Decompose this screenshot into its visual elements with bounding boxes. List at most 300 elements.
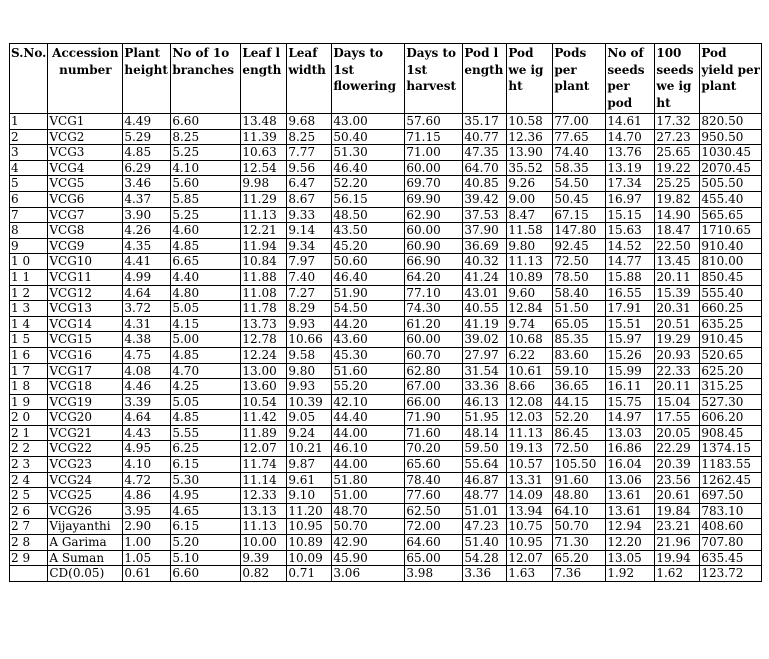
table-cell: 7.40: [287, 269, 332, 285]
table-cell: 47.35: [463, 145, 507, 161]
table-cell: 4.15: [171, 316, 241, 332]
table-cell: 65.05: [553, 316, 606, 332]
table-cell: 45.30: [332, 347, 405, 363]
table-row: [10, 503, 762, 519]
table-cell: 697.50: [700, 488, 762, 504]
table-cell: 11.29: [241, 191, 287, 207]
table-cell: 9.93: [287, 379, 332, 395]
table-cell: 783.10: [700, 503, 762, 519]
table-cell: 14.61: [606, 114, 655, 130]
table-cell: 40.77: [463, 129, 507, 145]
table-cell: VCG18: [48, 379, 123, 395]
table-cell: VCG5: [48, 176, 123, 192]
table-cell: 77.00: [553, 114, 606, 130]
table-cell: 72.00: [405, 519, 463, 535]
table-cell: 10.61: [507, 363, 553, 379]
table-cell: CD(0.05): [48, 566, 123, 582]
table-cell: 4.40: [171, 269, 241, 285]
table-cell: 60.00: [405, 332, 463, 348]
table-cell: 20.11: [655, 269, 700, 285]
table-cell: 5.60: [171, 176, 241, 192]
table-cell: 8.25: [171, 129, 241, 145]
table-cell: VCG17: [48, 363, 123, 379]
table-cell: 39.42: [463, 191, 507, 207]
table-row: [10, 191, 762, 207]
table-cell: 10.57: [507, 457, 553, 473]
table-cell: 2 4: [10, 472, 48, 488]
table-cell: 12.24: [241, 347, 287, 363]
column-header: Days to 1st flowering: [332, 44, 405, 114]
table-cell: 4.70: [171, 363, 241, 379]
table-row: [10, 145, 762, 161]
table-cell: 5: [10, 176, 48, 192]
table-cell: 20.61: [655, 488, 700, 504]
table-cell: 25.65: [655, 145, 700, 161]
table-cell: 14.77: [606, 254, 655, 270]
table-cell: 13.94: [507, 503, 553, 519]
table-cell: 1183.55: [700, 457, 762, 473]
table-cell: 61.20: [405, 316, 463, 332]
table-cell: 92.45: [553, 238, 606, 254]
table-cell: 51.60: [332, 363, 405, 379]
table-cell: 20.39: [655, 457, 700, 473]
table-cell: 57.60: [405, 114, 463, 130]
table-row: [10, 425, 762, 441]
table-cell: 9.80: [287, 363, 332, 379]
table-cell: 77.60: [405, 488, 463, 504]
table-cell: 15.26: [606, 347, 655, 363]
table-cell: 9.98: [241, 176, 287, 192]
table-cell: 4.72: [123, 472, 171, 488]
table-cell: 16.11: [606, 379, 655, 395]
table-cell: 20.31: [655, 301, 700, 317]
table-cell: 12.07: [241, 441, 287, 457]
table-cell: 1 3: [10, 301, 48, 317]
table-cell: 3.95: [123, 503, 171, 519]
table-cell: 22.29: [655, 441, 700, 457]
table-cell: 13.06: [606, 472, 655, 488]
column-header: Pod l ength: [463, 44, 507, 114]
table-cell: 44.00: [332, 425, 405, 441]
table-cell: 19.94: [655, 550, 700, 566]
table-cell: 5.85: [171, 191, 241, 207]
table-cell: 7.27: [287, 285, 332, 301]
table-cell: 10.95: [287, 519, 332, 535]
table-cell: 36.65: [553, 379, 606, 395]
table-cell: 9.56: [287, 160, 332, 176]
table-cell: 123.72: [700, 566, 762, 582]
table-cell: 3.90: [123, 207, 171, 223]
table-cell: 1710.65: [700, 223, 762, 239]
table-cell: 11.14: [241, 472, 287, 488]
column-header: Leaf width: [287, 44, 332, 114]
table-cell: 11.58: [507, 223, 553, 239]
table-cell: 4.80: [171, 285, 241, 301]
table-cell: 12.03: [507, 410, 553, 426]
table-cell: 51.01: [463, 503, 507, 519]
table-cell: VCG14: [48, 316, 123, 332]
table-cell: 9.24: [287, 425, 332, 441]
table-cell: 9.34: [287, 238, 332, 254]
table-cell: 707.80: [700, 535, 762, 551]
table-cell: 20.51: [655, 316, 700, 332]
table-cell: 19.22: [655, 160, 700, 176]
table-cell: 11.94: [241, 238, 287, 254]
table-cell: 40.85: [463, 176, 507, 192]
table-cell: 8: [10, 223, 48, 239]
table-cell: 14.52: [606, 238, 655, 254]
table-cell: 19.82: [655, 191, 700, 207]
table-cell: 15.75: [606, 394, 655, 410]
table-cell: 59.10: [553, 363, 606, 379]
table-cell: 54.28: [463, 550, 507, 566]
table-cell: 51.40: [463, 535, 507, 551]
table-cell: 15.99: [606, 363, 655, 379]
table-cell: 950.50: [700, 129, 762, 145]
table-cell: 72.50: [553, 254, 606, 270]
table-cell: 11.20: [287, 503, 332, 519]
table-cell: 12.84: [507, 301, 553, 317]
table-cell: 9.05: [287, 410, 332, 426]
table-row: [10, 394, 762, 410]
table-row: [10, 207, 762, 223]
table-cell: 1 0: [10, 254, 48, 270]
table-cell: 50.40: [332, 129, 405, 145]
table-body: [10, 114, 762, 582]
table-cell: 2070.45: [700, 160, 762, 176]
table-cell: 62.90: [405, 207, 463, 223]
table-cell: 16.86: [606, 441, 655, 457]
table-cell: 6.29: [123, 160, 171, 176]
table-cell: 11.13: [241, 519, 287, 535]
table-cell: 2 8: [10, 535, 48, 551]
table-cell: VCG16: [48, 347, 123, 363]
table-row: [10, 441, 762, 457]
table-cell: 10.39: [287, 394, 332, 410]
table-cell: 6.60: [171, 114, 241, 130]
table-cell: 13.73: [241, 316, 287, 332]
table-cell: 11.13: [241, 207, 287, 223]
table-cell: 11.13: [507, 425, 553, 441]
table-cell: 4.46: [123, 379, 171, 395]
table-cell: 555.40: [700, 285, 762, 301]
table-cell: 55.64: [463, 457, 507, 473]
column-header: No of seeds per pod: [606, 44, 655, 114]
table-cell: 17.55: [655, 410, 700, 426]
table-cell: 3.06: [332, 566, 405, 582]
table-cell: 19.84: [655, 503, 700, 519]
column-header: Pod yield per plant: [700, 44, 762, 114]
table-cell: VCG15: [48, 332, 123, 348]
table-cell: 69.70: [405, 176, 463, 192]
table-cell: 2.90: [123, 519, 171, 535]
table-cell: 910.40: [700, 238, 762, 254]
table-cell: 908.45: [700, 425, 762, 441]
table-cell: 13.90: [507, 145, 553, 161]
table-cell: 83.60: [553, 347, 606, 363]
table-cell: 7.97: [287, 254, 332, 270]
table-cell: VCG8: [48, 223, 123, 239]
table-cell: 4.10: [171, 160, 241, 176]
table-cell: 9.61: [287, 472, 332, 488]
table-cell: VCG3: [48, 145, 123, 161]
table-cell: 11.08: [241, 285, 287, 301]
table-cell: 12.20: [606, 535, 655, 551]
table-cell: 9.58: [287, 347, 332, 363]
table-cell: 51.30: [332, 145, 405, 161]
table-cell: 3.36: [463, 566, 507, 582]
table-cell: 12.07: [507, 550, 553, 566]
table-cell: VCG6: [48, 191, 123, 207]
table-cell: 48.50: [332, 207, 405, 223]
table-cell: 4.25: [171, 379, 241, 395]
table-cell: 44.20: [332, 316, 405, 332]
table-cell: 13.61: [606, 503, 655, 519]
table-cell: VCG24: [48, 472, 123, 488]
table-cell: VCG9: [48, 238, 123, 254]
table-row: [10, 332, 762, 348]
table-cell: 14.09: [507, 488, 553, 504]
table-cell: 6: [10, 191, 48, 207]
table-cell: 11.78: [241, 301, 287, 317]
table-cell: 13.61: [606, 488, 655, 504]
table-cell: 6.47: [287, 176, 332, 192]
table-cell: 1 1: [10, 269, 48, 285]
table-cell: 25.25: [655, 176, 700, 192]
table-cell: VCG19: [48, 394, 123, 410]
table-cell: 40.32: [463, 254, 507, 270]
table-cell: 71.60: [405, 425, 463, 441]
column-header: Accession number: [48, 44, 123, 114]
table-cell: 54.50: [332, 301, 405, 317]
table-cell: 527.30: [700, 394, 762, 410]
table-row: [10, 379, 762, 395]
table-cell: 72.50: [553, 441, 606, 457]
table-cell: 42.10: [332, 394, 405, 410]
table-cell: 408.60: [700, 519, 762, 535]
table-row: [10, 488, 762, 504]
table-cell: 43.60: [332, 332, 405, 348]
table-cell: 2 0: [10, 410, 48, 426]
table-cell: 4.95: [171, 488, 241, 504]
table-cell: 85.35: [553, 332, 606, 348]
table-cell: 1 6: [10, 347, 48, 363]
table-cell: 105.50: [553, 457, 606, 473]
table-cell: 12.78: [241, 332, 287, 348]
table-cell: Vijayanthi: [48, 519, 123, 535]
table-cell: 5.25: [171, 145, 241, 161]
table-cell: 13.19: [606, 160, 655, 176]
table-cell: 45.20: [332, 238, 405, 254]
table-cell: 10.21: [287, 441, 332, 457]
table-cell: 47.23: [463, 519, 507, 535]
table-cell: 520.65: [700, 347, 762, 363]
table-cell: 20.93: [655, 347, 700, 363]
column-header: Pod we ig ht: [507, 44, 553, 114]
table-cell: 11.89: [241, 425, 287, 441]
data-table: [9, 43, 762, 582]
table-cell: 0.71: [287, 566, 332, 582]
table-cell: 23.56: [655, 472, 700, 488]
table-cell: 71.90: [405, 410, 463, 426]
table-cell: 17.32: [655, 114, 700, 130]
table-cell: 69.90: [405, 191, 463, 207]
table-cell: 17.91: [606, 301, 655, 317]
table-cell: 4.31: [123, 316, 171, 332]
table-cell: 6.65: [171, 254, 241, 270]
header-row: [10, 44, 762, 114]
table-cell: 6.22: [507, 347, 553, 363]
column-header: No of 1o branches: [171, 44, 241, 114]
table-cell: 10.89: [287, 535, 332, 551]
table-cell: 13.45: [655, 254, 700, 270]
table-cell: 625.20: [700, 363, 762, 379]
table-row: [10, 410, 762, 426]
table-cell: 91.60: [553, 472, 606, 488]
table-cell: 7.77: [287, 145, 332, 161]
table-cell: 65.60: [405, 457, 463, 473]
table-cell: VCG20: [48, 410, 123, 426]
table-cell: 10.68: [507, 332, 553, 348]
table-row: [10, 254, 762, 270]
table-cell: 10.09: [287, 550, 332, 566]
table-cell: VCG4: [48, 160, 123, 176]
table-row: [10, 316, 762, 332]
table-cell: 2 7: [10, 519, 48, 535]
table-cell: 66.90: [405, 254, 463, 270]
table-cell: 12.33: [241, 488, 287, 504]
table-cell: 64.20: [405, 269, 463, 285]
table-cell: 2 6: [10, 503, 48, 519]
table-cell: 15.04: [655, 394, 700, 410]
column-header: Leaf l ength: [241, 44, 287, 114]
table-container: [9, 43, 762, 582]
table-cell: 13.03: [606, 425, 655, 441]
table-cell: 65.00: [405, 550, 463, 566]
table-cell: 51.90: [332, 285, 405, 301]
table-cell: 14.97: [606, 410, 655, 426]
table-cell: 1030.45: [700, 145, 762, 161]
table-cell: 4.41: [123, 254, 171, 270]
table-cell: 3.98: [405, 566, 463, 582]
table-cell: 51.95: [463, 410, 507, 426]
table-row: [10, 238, 762, 254]
table-cell: 4.49: [123, 114, 171, 130]
table-cell: 635.25: [700, 316, 762, 332]
table-row: [10, 550, 762, 566]
table-cell: 12.54: [241, 160, 287, 176]
table-cell: 4.85: [171, 347, 241, 363]
table-cell: 44.40: [332, 410, 405, 426]
table-cell: 16.55: [606, 285, 655, 301]
table-cell: 1262.45: [700, 472, 762, 488]
table-cell: 46.40: [332, 269, 405, 285]
table-cell: 4.99: [123, 269, 171, 285]
table-cell: 43.50: [332, 223, 405, 239]
table-cell: 37.53: [463, 207, 507, 223]
table-cell: 19.13: [507, 441, 553, 457]
table-cell: A Garima: [48, 535, 123, 551]
table-cell: VCG21: [48, 425, 123, 441]
table-cell: 58.40: [553, 285, 606, 301]
table-cell: 5.00: [171, 332, 241, 348]
table-cell: 22.33: [655, 363, 700, 379]
table-cell: 22.50: [655, 238, 700, 254]
table-cell: 4.86: [123, 488, 171, 504]
table-cell: 36.69: [463, 238, 507, 254]
table-cell: 3.39: [123, 394, 171, 410]
table-cell: 1.05: [123, 550, 171, 566]
table-cell: 9.39: [241, 550, 287, 566]
table-cell: 44.15: [553, 394, 606, 410]
table-cell: 35.52: [507, 160, 553, 176]
table-cell: 31.54: [463, 363, 507, 379]
table-row: [10, 129, 762, 145]
table-cell: 40.55: [463, 301, 507, 317]
table-cell: 8.29: [287, 301, 332, 317]
table-cell: 13.00: [241, 363, 287, 379]
table-row: [10, 269, 762, 285]
table-cell: 7: [10, 207, 48, 223]
table-cell: 4.10: [123, 457, 171, 473]
table-cell: 6.60: [171, 566, 241, 582]
table-cell: 60.00: [405, 160, 463, 176]
table-cell: 4.85: [171, 238, 241, 254]
table-cell: 5.55: [171, 425, 241, 441]
table-cell: VCG13: [48, 301, 123, 317]
table-cell: 46.13: [463, 394, 507, 410]
table-cell: 55.20: [332, 379, 405, 395]
table-cell: 74.40: [553, 145, 606, 161]
table-cell: [10, 566, 48, 582]
table-cell: 1 8: [10, 379, 48, 395]
table-cell: 78.40: [405, 472, 463, 488]
table-cell: 14.90: [655, 207, 700, 223]
table-cell: 51.80: [332, 472, 405, 488]
table-cell: 74.30: [405, 301, 463, 317]
table-cell: 15.51: [606, 316, 655, 332]
table-cell: 13.76: [606, 145, 655, 161]
table-cell: 17.34: [606, 176, 655, 192]
table-cell: 15.88: [606, 269, 655, 285]
table-cell: 66.00: [405, 394, 463, 410]
column-header: 100 seeds we ig ht: [655, 44, 700, 114]
table-cell: 505.50: [700, 176, 762, 192]
table-row: [10, 285, 762, 301]
table-cell: 15.97: [606, 332, 655, 348]
table-cell: 43.01: [463, 285, 507, 301]
table-cell: 4.85: [171, 410, 241, 426]
table-cell: 46.40: [332, 160, 405, 176]
table-row: [10, 535, 762, 551]
table-cell: 910.45: [700, 332, 762, 348]
table-cell: VCG2: [48, 129, 123, 145]
table-cell: 4.75: [123, 347, 171, 363]
table-cell: 48.14: [463, 425, 507, 441]
table-row: [10, 519, 762, 535]
table-cell: 4.60: [171, 223, 241, 239]
table-cell: 4.37: [123, 191, 171, 207]
table-cell: 2 1: [10, 425, 48, 441]
table-cell: 9.33: [287, 207, 332, 223]
table-cell: 18.47: [655, 223, 700, 239]
table-cell: 9.26: [507, 176, 553, 192]
table-row: [10, 301, 762, 317]
table-cell: 2 3: [10, 457, 48, 473]
table-cell: 86.45: [553, 425, 606, 441]
table-cell: 15.15: [606, 207, 655, 223]
table-cell: 11.42: [241, 410, 287, 426]
